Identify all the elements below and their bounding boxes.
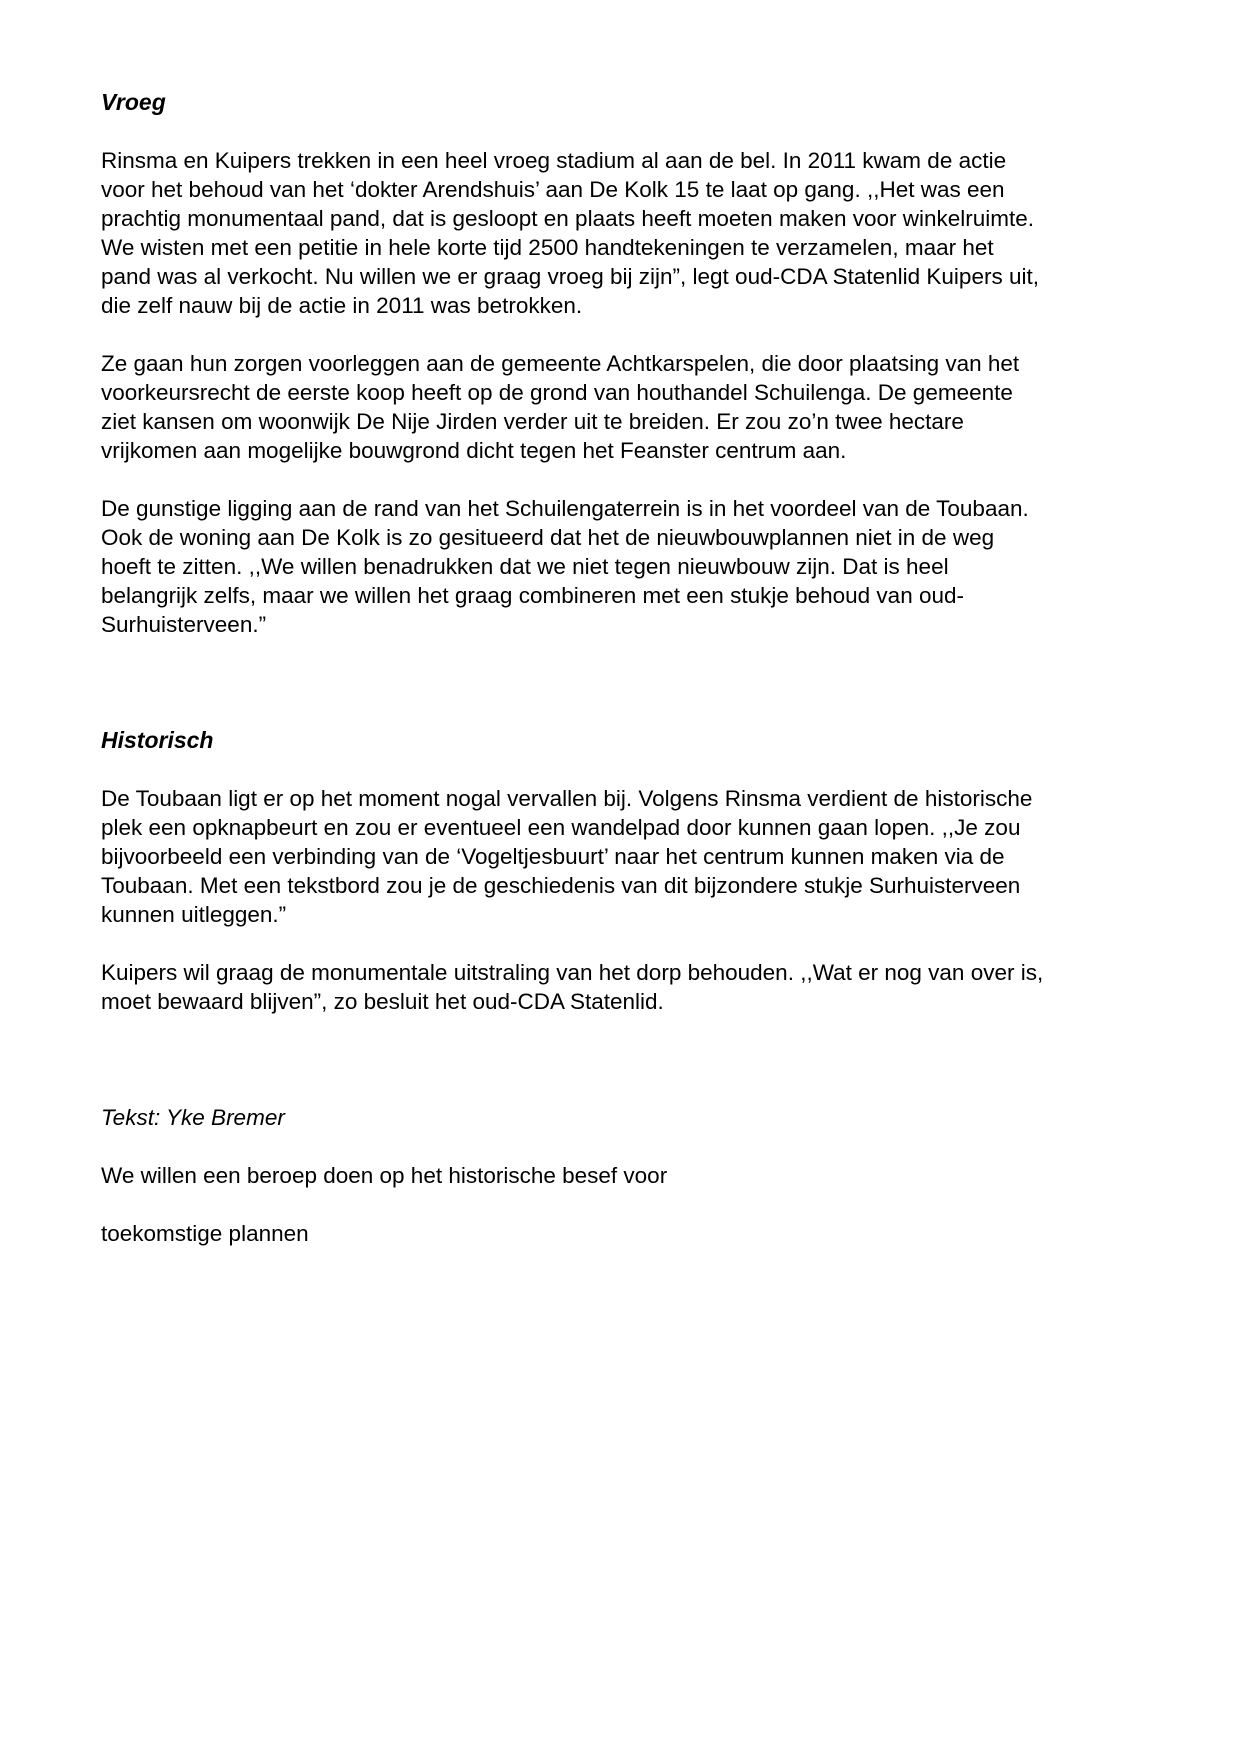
paragraph-vroeg-2: Ze gaan hun zorgen voorleggen aan de gemeente Achtkarspelen, die door plaatsing van het voorkeursrecht de eerste koop heeft op de grond van houthandel Schuilenga. De gemeente ziet kansen om woonwijk De Nije Jirden verder uit te breiden. Er zou zo’n twee hectare vrijkomen aan mogelijke bouwgrond dicht tegen het Feanster centrum aan.: [101, 351, 1020, 463]
paragraph-historisch-2: Kuipers wil graag de monumentale uitstraling van het dorp behouden. ,,Wat er nog van over is, moet bewaard blijven”, zo besluit het oud-CDA Statenlid.: [101, 960, 1044, 1014]
quote-line-1: We willen een beroep doen op het historische besef voor: [101, 1163, 668, 1188]
quote-line-2: toekomstige plannen: [101, 1221, 309, 1246]
paragraph-vroeg-3: De gunstige ligging aan de rand van het Schuilengaterrein is in het voordeel van de Toubaan. Ook de woning aan De Kolk is zo gesitueerd dat het de nieuwbouwplannen niet in de weg hoeft te zitten. ,,We willen benadrukken dat we niet tegen nieuwbouw zijn. Dat is heel belangrijk zelfs, maar we willen het graag combineren met een stukje behoud van oud- Surhuisterveen.”: [101, 496, 1029, 637]
section-heading-vroeg: Vroeg: [101, 89, 166, 115]
paragraph-historisch-1: De Toubaan ligt er op het moment nogal vervallen bij. Volgens Rinsma verdient de historische plek een opknapbeurt en zou er eventueel een wandelpad door kunnen gaan lopen. ,,Je zou bijvoorbeeld een verbinding van de ‘Vogeltjesbuurt’ naar het centrum kunnen maken via de Toubaan. Met een tekstbord zou je de geschiedenis van dit bijzondere stukje Surhuisterveen kunnen uitleggen.”: [101, 786, 1033, 927]
paragraph-vroeg-1: Rinsma en Kuipers trekken in een heel vroeg stadium al aan de bel. In 2011 kwam de actie voor het behoud van het ‘dokter Arendshuis’ aan De Kolk 15 te laat op gang. ,,Het was een prachtig monumentaal pand, dat is gesloopt en plaats heeft moeten maken voor winkelruimte. We wisten met een petitie in hele korte tijd 2500 handtekeningen te verzamelen, maar het pand was al verkocht. Nu willen we er graag vroeg bij zijn”, legt oud-CDA Statenlid Kuipers uit, die zelf nauw bij de actie in 2011 was betrokken.: [101, 148, 1039, 318]
section-heading-historisch: Historisch: [101, 727, 214, 753]
article-body: [101, 88, 1161, 1248]
byline: Tekst: Yke Bremer: [101, 1105, 285, 1130]
